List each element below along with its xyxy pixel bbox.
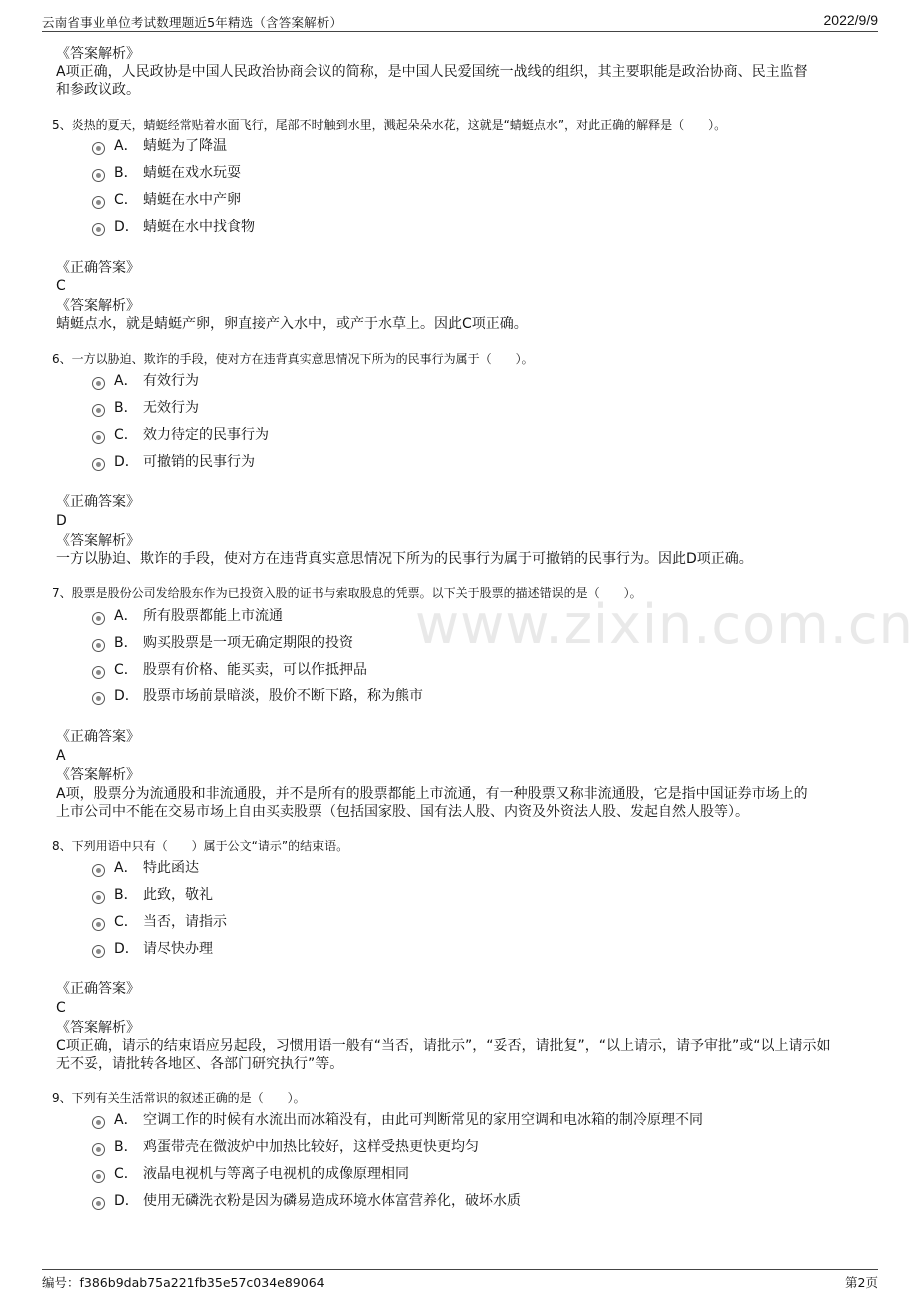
page-footer: [42, 1269, 878, 1289]
radio-button-icon[interactable]: [92, 196, 105, 209]
answer-label: 《正确答案》: [56, 494, 140, 510]
radio-button-icon[interactable]: [92, 1197, 105, 1210]
radio-button-icon[interactable]: [92, 891, 105, 904]
answer-value: C: [56, 278, 66, 294]
analysis-label: 《答案解析》: [56, 298, 140, 314]
analysis-text: 和参政议政。: [56, 82, 140, 98]
answer-label: 《正确答案》: [56, 729, 140, 745]
answer-label: 《正确答案》: [56, 260, 140, 276]
radio-button-icon[interactable]: [92, 431, 105, 444]
analysis-text: 上市公司中不能在交易市场上自由买卖股票（包括国家股、国有法人股、内资及外资法人股、发起自然人股等）。: [56, 804, 749, 820]
document-date: 2022/9/9: [823, 12, 878, 28]
analysis-text: 一方以胁迫、欺诈的手段，使对方在违背真实意思情况下所为的民事行为属于可撤销的民事行为。因此D项正确。: [56, 551, 753, 567]
analysis-text: A项，股票分为流通股和非流通股，并不是所有的股票都能上市流通，有一种股票又称非流通股，它是指中国证券市场上的: [56, 786, 808, 802]
radio-button-icon[interactable]: [92, 1143, 105, 1156]
radio-button-icon[interactable]: [92, 945, 105, 958]
analysis-text: A项正确，人民政协是中国人民政治协商会议的简称，是中国人民爱国统一战线的组织，其主要职能是政治协商、民主监督: [56, 64, 808, 80]
radio-button-icon[interactable]: [92, 1170, 105, 1183]
radio-button-icon[interactable]: [92, 169, 105, 182]
question-stem: 8、下列用语中只有（ ）属于公文“请示”的结束语。: [52, 839, 349, 853]
answer-value: C: [56, 1000, 66, 1016]
radio-button-icon[interactable]: [92, 612, 105, 625]
analysis-label: 《答案解析》: [56, 533, 140, 549]
radio-button-icon[interactable]: [92, 223, 105, 236]
watermark: www.zixin.com.cn: [415, 593, 914, 656]
answer-value: D: [56, 513, 67, 529]
analysis-label: 《答案解析》: [56, 1020, 140, 1036]
radio-button-icon[interactable]: [92, 1116, 105, 1129]
radio-button-icon[interactable]: [92, 864, 105, 877]
radio-button-icon[interactable]: [92, 142, 105, 155]
analysis-label: 《答案解析》: [56, 767, 140, 783]
analysis-text: 无不妥，请批转各地区、各部门研究执行”等。: [56, 1056, 344, 1072]
page-header: [42, 10, 878, 32]
radio-button-icon[interactable]: [92, 692, 105, 705]
document-title: 云南省事业单位考试数理题近5年精选（含答案解析）: [42, 15, 343, 30]
page-number: 第2页: [845, 1275, 878, 1290]
analysis-label: 《答案解析》: [56, 46, 140, 62]
radio-button-icon[interactable]: [92, 918, 105, 931]
question-stem: 5、炎热的夏天，蜻蜓经常贴着水面飞行，尾部不时触到水里，溅起朵朵水花，这就是“蜻蜓点水”，对此正确的解释是（ ）。: [52, 118, 727, 132]
radio-button-icon[interactable]: [92, 639, 105, 652]
question-stem: 9、下列有关生活常识的叙述正确的是（ ）。: [52, 1091, 306, 1105]
analysis-text: 蜻蜓点水，就是蜻蜓产卵，卵直接产入水中，或产于水草上。因此C项正确。: [56, 316, 528, 332]
analysis-text: C项正确，请示的结束语应另起段，习惯用语一般有“当否，请批示”，“妥否，请批复”，“以上请示，请予审批”或“以上请示如: [56, 1038, 831, 1054]
radio-button-icon[interactable]: [92, 458, 105, 471]
radio-button-icon[interactable]: [92, 666, 105, 679]
radio-button-icon[interactable]: [92, 377, 105, 390]
radio-button-icon[interactable]: [92, 404, 105, 417]
answer-label: 《正确答案》: [56, 981, 140, 997]
question-stem: 7、股票是股份公司发给股东作为已投资入股的证书与索取股息的凭票。以下关于股票的描述错误的是（ ）。: [52, 586, 642, 600]
document-code: 编号：f386b9dab75a221fb35e57c034e89064: [42, 1275, 325, 1290]
answer-value: A: [56, 748, 66, 764]
question-stem: 6、一方以胁迫、欺诈的手段，使对方在违背真实意思情况下所为的民事行为属于（ ）。: [52, 352, 534, 366]
